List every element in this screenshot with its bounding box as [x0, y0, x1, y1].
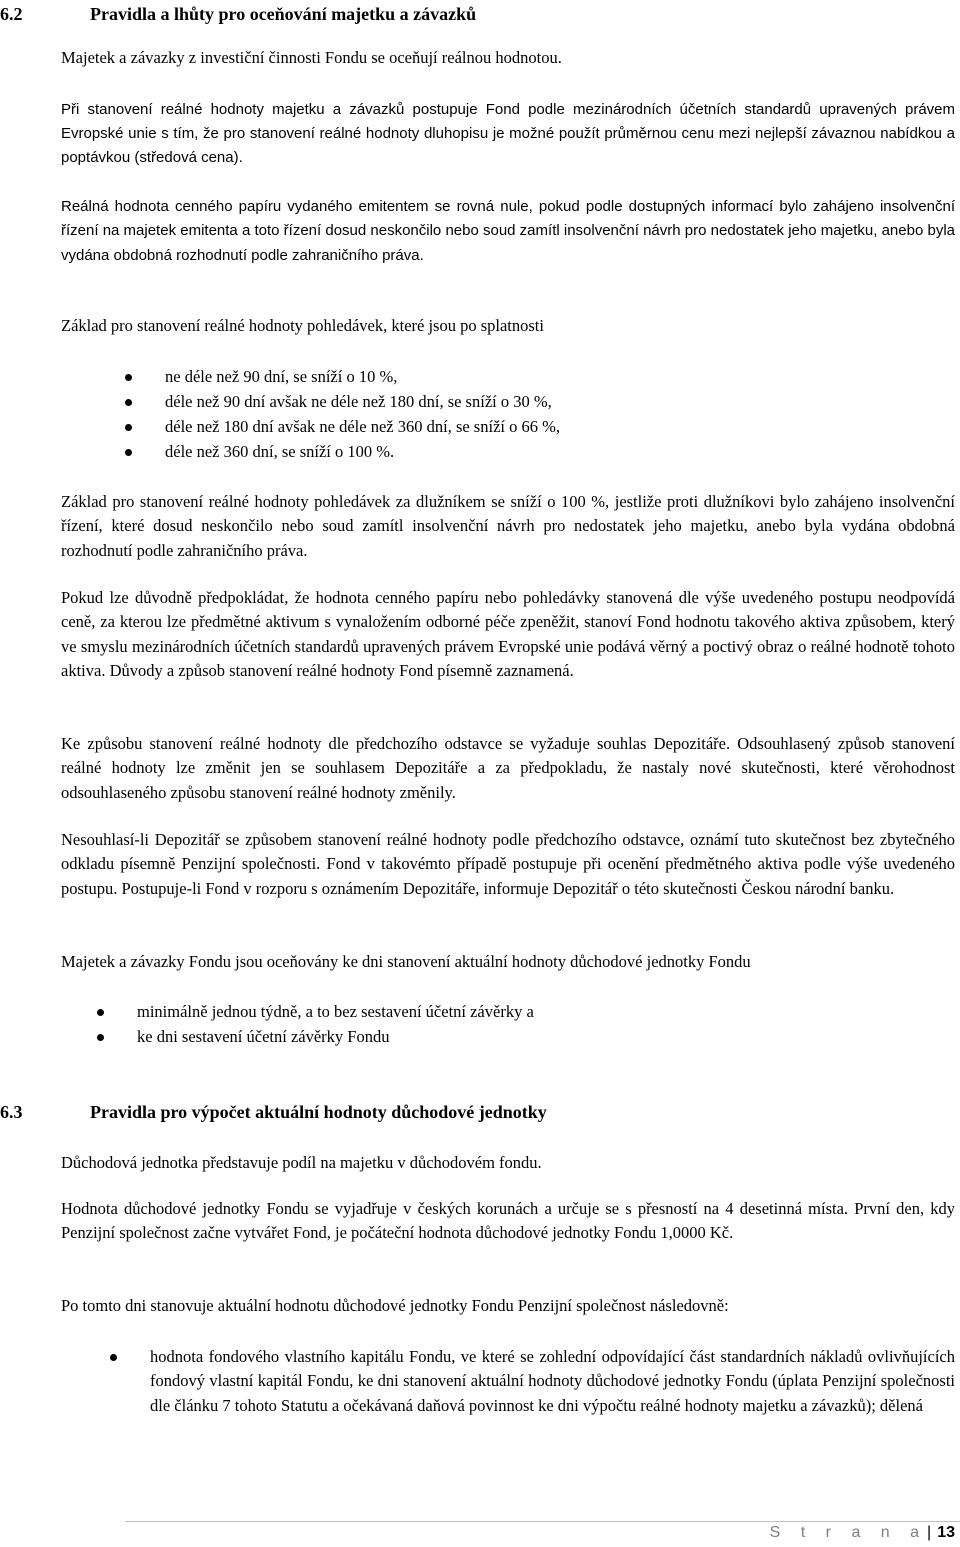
list-valuation-times — [97, 1000, 955, 1050]
list-item: déle než 360 dní, se sníží o 100 %. — [125, 440, 955, 465]
list-item: minimálně jednou týdně, a to bez sestavení účetní závěrky a — [97, 1000, 955, 1025]
paragraph-alternative-valuation: Pokud lze důvodně předpokládat, že hodnota cenného papíru nebo pohledávky stanovená dle výše uvedeného postupu neodpovídá ceně, za kterou lze předmětné aktivum s vynaložením odborné péče zpeněžit, stanoví Fond hodnotu takového aktiva způsobem, který ve smyslu mezinárodních účetních standardů upravených právem Evropské unie podává věrný a poctivý obraz o reálné hodnotě tohoto aktiva. Důvody a způsob stanovení reálné hodnoty Fond písemně zaznamená. — [61, 588, 955, 680]
page-footer — [770, 1524, 955, 1542]
section-heading-6-3 — [0, 1100, 960, 1124]
list-item: déle než 180 dní avšak ne déle než 360 dní, se sníží o 66 %, — [125, 415, 955, 440]
paragraph-pension-unit-definition: Důchodová jednotka představuje podíl na majetku v důchodovém fondu. — [61, 1153, 542, 1172]
section-heading-6-2 — [0, 2, 960, 26]
section-number: 6.2 — [0, 4, 23, 24]
paragraph-receivables-basis: Základ pro stanovení reálné hodnoty pohledávek, které jsou po splatnosti — [61, 316, 544, 335]
footer-divider — [125, 1521, 960, 1522]
section-title: Pravidla a lhůty pro oceňování majetku a závazků — [90, 4, 477, 24]
list-receivable-reductions — [125, 365, 955, 465]
list-item: ne déle než 90 dní, se sníží o 10 %, — [125, 365, 955, 390]
page-number: 13 — [937, 1524, 955, 1541]
paragraph-pension-unit-precision: Hodnota důchodové jednotky Fondu se vyjadřuje v českých korunách a určuje se s přesností na 4 desetinná místa. První den, kdy Penzijní společnost začne vytvářet Fond, je počáteční hodnota důchodové jednotky Fondu 1,0000 Kč. — [61, 1199, 955, 1243]
paragraph-investment-valuation: Majetek a závazky z investiční činnosti Fondu se oceňují reálnou hodnotou. — [61, 48, 562, 67]
list-item: ke dni sestavení účetní závěrky Fondu — [97, 1025, 955, 1050]
paragraph-depositary-disagreement: Nesouhlasí-li Depozitář se způsobem stanovení reálné hodnoty podle předchozího odstavce, oznámí tuto skutečnost bez zbytečného odkladu písemně Penzijní společnosti. Fond v takovémto případě postupuje při ocenění předmětného aktiva podle výše uvedeného postupu. Postupuje-li Fond v rozporu s oznámením Depozitáře, informuje Depozitář o této skutečnosti Českou národní banku. — [61, 830, 955, 898]
paragraph-valuation-frequency: Majetek a závazky Fondu jsou oceňovány ke dni stanovení aktuální hodnoty důchodové jednotky Fondu — [61, 952, 751, 971]
list-item: hodnota fondového vlastního kapitálu Fondu, ve které se zohlední odpovídající část standardních nákladů ovlivňujících fondový vlastní kapitál Fondu, ke dni stanovení aktuální hodnoty důchodové jednotky Fondu (úplata Penzijní společnosti dle článku 7 tohoto Statutu a očekávaná daňová povinnost ke dni výpočtu reálné hodnoty majetku a závazků); dělená — [110, 1345, 955, 1418]
section-title: Pravidla pro výpočet aktuální hodnoty důchodové jednotky — [90, 1102, 547, 1122]
footer-separator: | — [927, 1524, 932, 1541]
paragraph-depositary-consent: Ke způsobu stanovení reálné hodnoty dle předchozího odstavce se vyžaduje souhlas Depozitáře. Odsouhlasený způsob stanovení reálné hodnoty lze změnit jen se souhlasem Depozitáře a za předpokladu, že nastaly nové skutečnosti, které věrohodnost odsouhlaseného způsobu stanovení reálné hodnoty změnily. — [61, 734, 955, 802]
paragraph-security-zero-value: Reálná hodnota cenného papíru vydaného emitentem se rovná nule, pokud podle dostupných informací bylo zahájeno insolvenční řízení na majetek emitenta a toto řízení dosud neskončilo nebo soud zamítl insolvenční návrh pro nedostatek jeho majetku, anebo byla vydána obdobná rozhodnutí podle zahraničního práva. — [61, 198, 955, 264]
paragraph-unit-value-method: Po tomto dni stanovuje aktuální hodnotu důchodové jednotky Fondu Penzijní společnost následovně: — [61, 1296, 729, 1315]
page-label: S t r a n a — [769, 1524, 928, 1541]
list-item: déle než 90 dní avšak ne déle než 180 dní, se sníží o 30 %, — [125, 390, 955, 415]
list-unit-value-components — [110, 1345, 955, 1418]
section-number: 6.3 — [0, 1102, 23, 1122]
paragraph-fair-value-standards: Při stanovení reálné hodnoty majetku a závazků postupuje Fond podle mezinárodních účetních standardů upravených právem Evropské unie s tím, že pro stanovení reálné hodnoty dluhopisu je možné použít průměrnou cenu mezi nejlepší závaznou nabídkou a poptávkou (středová cena). — [61, 101, 955, 166]
paragraph-debtor-insolvency: Základ pro stanovení reálné hodnoty pohledávek za dlužníkem se sníží o 100 %, jestliže proti dlužníkovi bylo zahájeno insolvenční řízení, které dosud neskončilo nebo soud zamítl insolvenční návrh pro nedostatek jeho majetku, anebo byla vydána obdobná rozhodnutí podle zahraničního práva. — [61, 492, 955, 560]
